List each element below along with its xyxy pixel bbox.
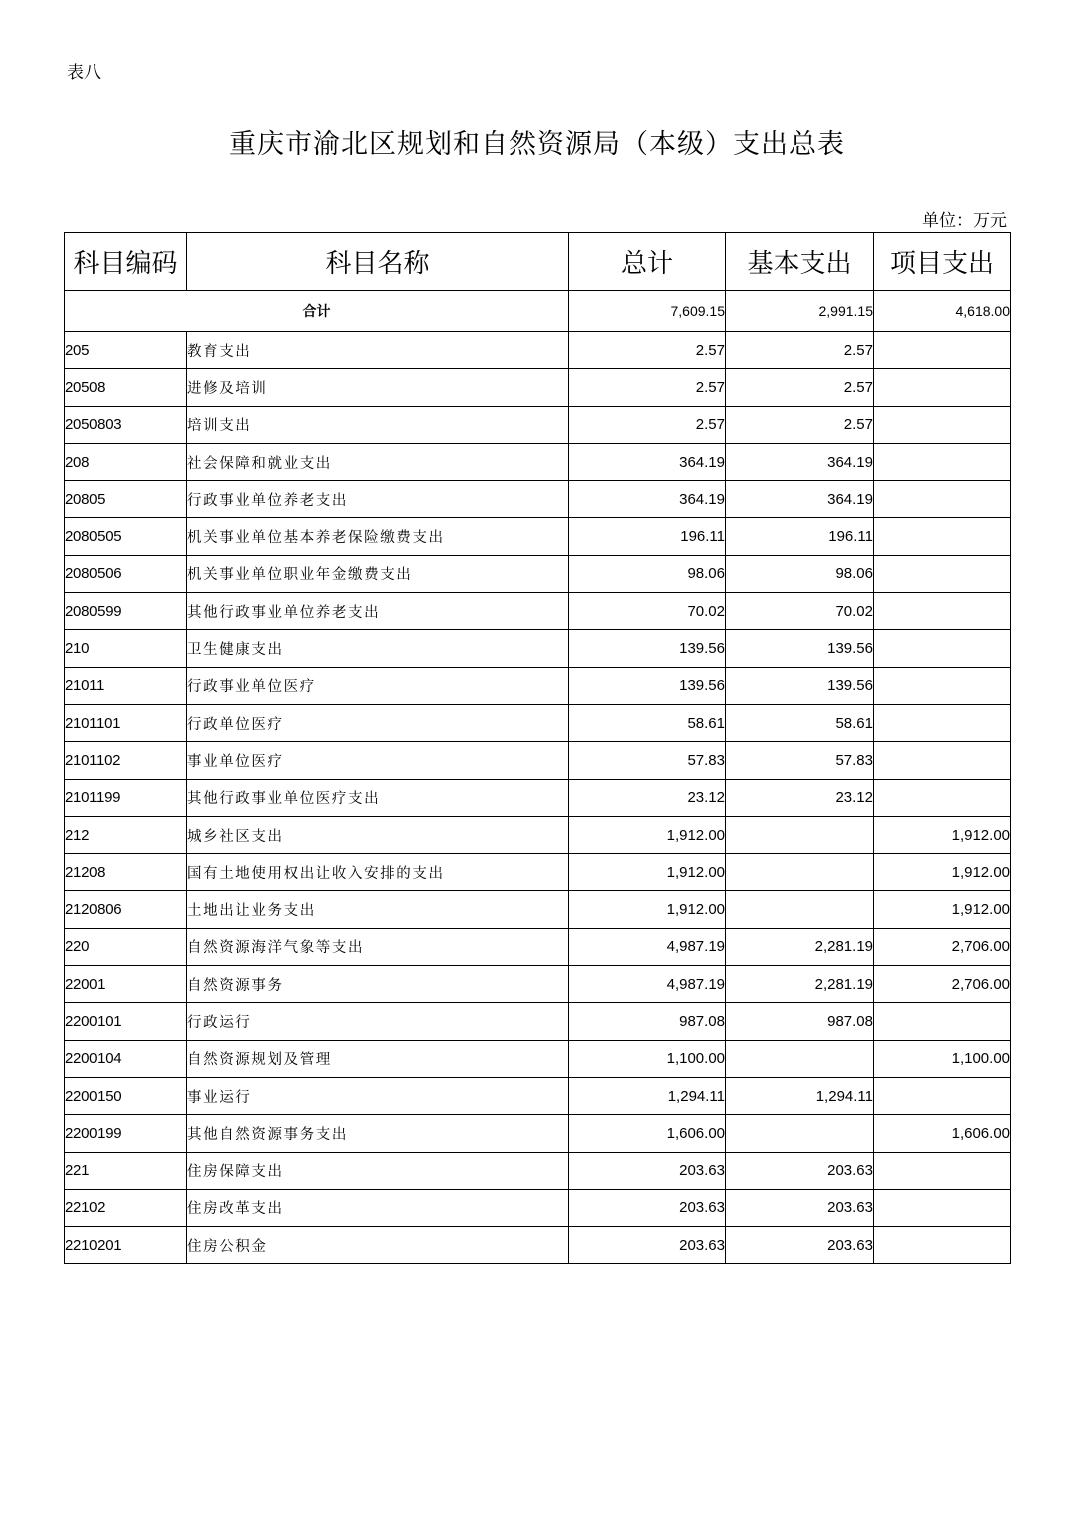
row-total: 4,987.19	[569, 928, 726, 965]
table-row	[65, 891, 1011, 928]
total-basic: 2,991.15	[726, 291, 874, 332]
row-code: 2080506	[65, 555, 187, 592]
row-code: 21208	[65, 854, 187, 891]
row-name: 教育支出	[187, 332, 569, 369]
row-project: 2,706.00	[874, 928, 1011, 965]
row-total: 1,100.00	[569, 1040, 726, 1077]
row-basic	[726, 816, 874, 853]
table-row	[65, 555, 1011, 592]
header-total: 总计	[569, 233, 726, 291]
row-name: 国有土地使用权出让收入安排的支出	[187, 854, 569, 891]
table-row	[65, 1152, 1011, 1189]
row-code: 20508	[65, 369, 187, 406]
row-project: 2,706.00	[874, 966, 1011, 1003]
row-code: 2200101	[65, 1003, 187, 1040]
row-code: 220	[65, 928, 187, 965]
row-code: 2120806	[65, 891, 187, 928]
row-basic	[726, 891, 874, 928]
table-row	[65, 742, 1011, 779]
row-basic: 139.56	[726, 667, 874, 704]
row-name: 自然资源事务	[187, 966, 569, 1003]
table-row	[65, 667, 1011, 704]
total-project: 4,618.00	[874, 291, 1011, 332]
row-code: 20805	[65, 481, 187, 518]
row-code: 212	[65, 816, 187, 853]
row-name: 进修及培训	[187, 369, 569, 406]
table-row	[65, 406, 1011, 443]
row-total: 23.12	[569, 779, 726, 816]
row-basic: 58.61	[726, 704, 874, 741]
table-row	[65, 1115, 1011, 1152]
row-project	[874, 481, 1011, 518]
row-total: 364.19	[569, 443, 726, 480]
header-name: 科目名称	[187, 233, 569, 291]
row-basic: 70.02	[726, 593, 874, 630]
table-row	[65, 518, 1011, 555]
table-row	[65, 369, 1011, 406]
row-code: 22102	[65, 1189, 187, 1226]
row-code: 2210201	[65, 1227, 187, 1264]
row-code: 2050803	[65, 406, 187, 443]
table-row	[65, 332, 1011, 369]
row-total: 2.57	[569, 332, 726, 369]
table-row	[65, 443, 1011, 480]
unit-label: 单位：万元	[922, 211, 1007, 231]
row-code: 2101102	[65, 742, 187, 779]
table-row	[65, 1003, 1011, 1040]
row-project	[874, 742, 1011, 779]
total-row	[65, 291, 1011, 332]
row-project	[874, 1003, 1011, 1040]
row-project	[874, 704, 1011, 741]
row-basic	[726, 854, 874, 891]
row-total: 70.02	[569, 593, 726, 630]
row-project	[874, 518, 1011, 555]
row-basic: 987.08	[726, 1003, 874, 1040]
row-basic	[726, 1115, 874, 1152]
row-project: 1,912.00	[874, 854, 1011, 891]
row-name: 其他行政事业单位医疗支出	[187, 779, 569, 816]
table-row	[65, 816, 1011, 853]
row-name: 其他行政事业单位养老支出	[187, 593, 569, 630]
row-total: 1,294.11	[569, 1077, 726, 1114]
row-basic: 203.63	[726, 1152, 874, 1189]
table-row	[65, 1227, 1011, 1264]
row-total: 987.08	[569, 1003, 726, 1040]
row-name: 行政事业单位养老支出	[187, 481, 569, 518]
row-project	[874, 593, 1011, 630]
row-name: 城乡社区支出	[187, 816, 569, 853]
row-name: 其他自然资源事务支出	[187, 1115, 569, 1152]
row-basic: 139.56	[726, 630, 874, 667]
row-basic: 23.12	[726, 779, 874, 816]
table-row	[65, 704, 1011, 741]
row-name: 自然资源规划及管理	[187, 1040, 569, 1077]
table-row	[65, 1189, 1011, 1226]
header-code: 科目编码	[65, 233, 187, 291]
row-basic: 2.57	[726, 369, 874, 406]
page-title: 重庆市渝北区规划和自然资源局（本级）支出总表	[229, 129, 845, 160]
row-basic: 2,281.19	[726, 928, 874, 965]
row-project	[874, 443, 1011, 480]
row-code: 2080599	[65, 593, 187, 630]
row-basic: 203.63	[726, 1189, 874, 1226]
row-total: 1,606.00	[569, 1115, 726, 1152]
row-code: 221	[65, 1152, 187, 1189]
row-project: 1,606.00	[874, 1115, 1011, 1152]
row-project	[874, 1077, 1011, 1114]
total-label: 合计	[65, 291, 569, 332]
expenditure-table	[64, 232, 1011, 1264]
row-name: 行政事业单位医疗	[187, 667, 569, 704]
row-total: 58.61	[569, 704, 726, 741]
row-total: 98.06	[569, 555, 726, 592]
row-name: 住房保障支出	[187, 1152, 569, 1189]
table-row	[65, 779, 1011, 816]
row-basic: 203.63	[726, 1227, 874, 1264]
header-project: 项目支出	[874, 233, 1011, 291]
row-total: 1,912.00	[569, 816, 726, 853]
row-name: 行政单位医疗	[187, 704, 569, 741]
row-name: 住房改革支出	[187, 1189, 569, 1226]
row-code: 21011	[65, 667, 187, 704]
row-code: 2200104	[65, 1040, 187, 1077]
row-project	[874, 369, 1011, 406]
row-basic: 364.19	[726, 443, 874, 480]
table-row	[65, 630, 1011, 667]
row-total: 203.63	[569, 1189, 726, 1226]
row-total: 139.56	[569, 667, 726, 704]
row-code: 210	[65, 630, 187, 667]
table-row	[65, 481, 1011, 518]
row-name: 机关事业单位职业年金缴费支出	[187, 555, 569, 592]
row-basic: 2,281.19	[726, 966, 874, 1003]
header-basic: 基本支出	[726, 233, 874, 291]
row-name: 培训支出	[187, 406, 569, 443]
row-project	[874, 779, 1011, 816]
row-code: 2101199	[65, 779, 187, 816]
row-name: 卫生健康支出	[187, 630, 569, 667]
row-project	[874, 555, 1011, 592]
row-code: 205	[65, 332, 187, 369]
row-total: 2.57	[569, 406, 726, 443]
row-name: 社会保障和就业支出	[187, 443, 569, 480]
table-row	[65, 854, 1011, 891]
row-project	[874, 1227, 1011, 1264]
row-total: 4,987.19	[569, 966, 726, 1003]
row-name: 住房公积金	[187, 1227, 569, 1264]
row-total: 203.63	[569, 1152, 726, 1189]
row-project	[874, 406, 1011, 443]
table-row	[65, 1077, 1011, 1114]
row-name: 土地出让业务支出	[187, 891, 569, 928]
row-project: 1,912.00	[874, 816, 1011, 853]
row-total: 1,912.00	[569, 891, 726, 928]
row-project: 1,100.00	[874, 1040, 1011, 1077]
total-total: 7,609.15	[569, 291, 726, 332]
row-total: 1,912.00	[569, 854, 726, 891]
row-total: 196.11	[569, 518, 726, 555]
row-name: 自然资源海洋气象等支出	[187, 928, 569, 965]
row-basic: 1,294.11	[726, 1077, 874, 1114]
row-project	[874, 1152, 1011, 1189]
row-project	[874, 630, 1011, 667]
table-row	[65, 928, 1011, 965]
table-row	[65, 593, 1011, 630]
row-basic: 196.11	[726, 518, 874, 555]
row-code: 2200150	[65, 1077, 187, 1114]
table-label: 表八	[67, 63, 101, 83]
row-basic: 57.83	[726, 742, 874, 779]
row-total: 57.83	[569, 742, 726, 779]
row-project	[874, 332, 1011, 369]
row-name: 事业运行	[187, 1077, 569, 1114]
row-code: 22001	[65, 966, 187, 1003]
row-name: 事业单位医疗	[187, 742, 569, 779]
row-project	[874, 1189, 1011, 1226]
row-basic: 2.57	[726, 406, 874, 443]
row-code: 2200199	[65, 1115, 187, 1152]
row-total: 2.57	[569, 369, 726, 406]
row-name: 行政运行	[187, 1003, 569, 1040]
row-total: 203.63	[569, 1227, 726, 1264]
row-basic: 98.06	[726, 555, 874, 592]
row-total: 139.56	[569, 630, 726, 667]
table-row	[65, 966, 1011, 1003]
row-basic	[726, 1040, 874, 1077]
row-basic: 364.19	[726, 481, 874, 518]
row-project: 1,912.00	[874, 891, 1011, 928]
row-name: 机关事业单位基本养老保险缴费支出	[187, 518, 569, 555]
table-row	[65, 1040, 1011, 1077]
header-row	[65, 233, 1011, 291]
row-project	[874, 667, 1011, 704]
row-code: 208	[65, 443, 187, 480]
row-total: 364.19	[569, 481, 726, 518]
row-basic: 2.57	[726, 332, 874, 369]
row-code: 2101101	[65, 704, 187, 741]
row-code: 2080505	[65, 518, 187, 555]
